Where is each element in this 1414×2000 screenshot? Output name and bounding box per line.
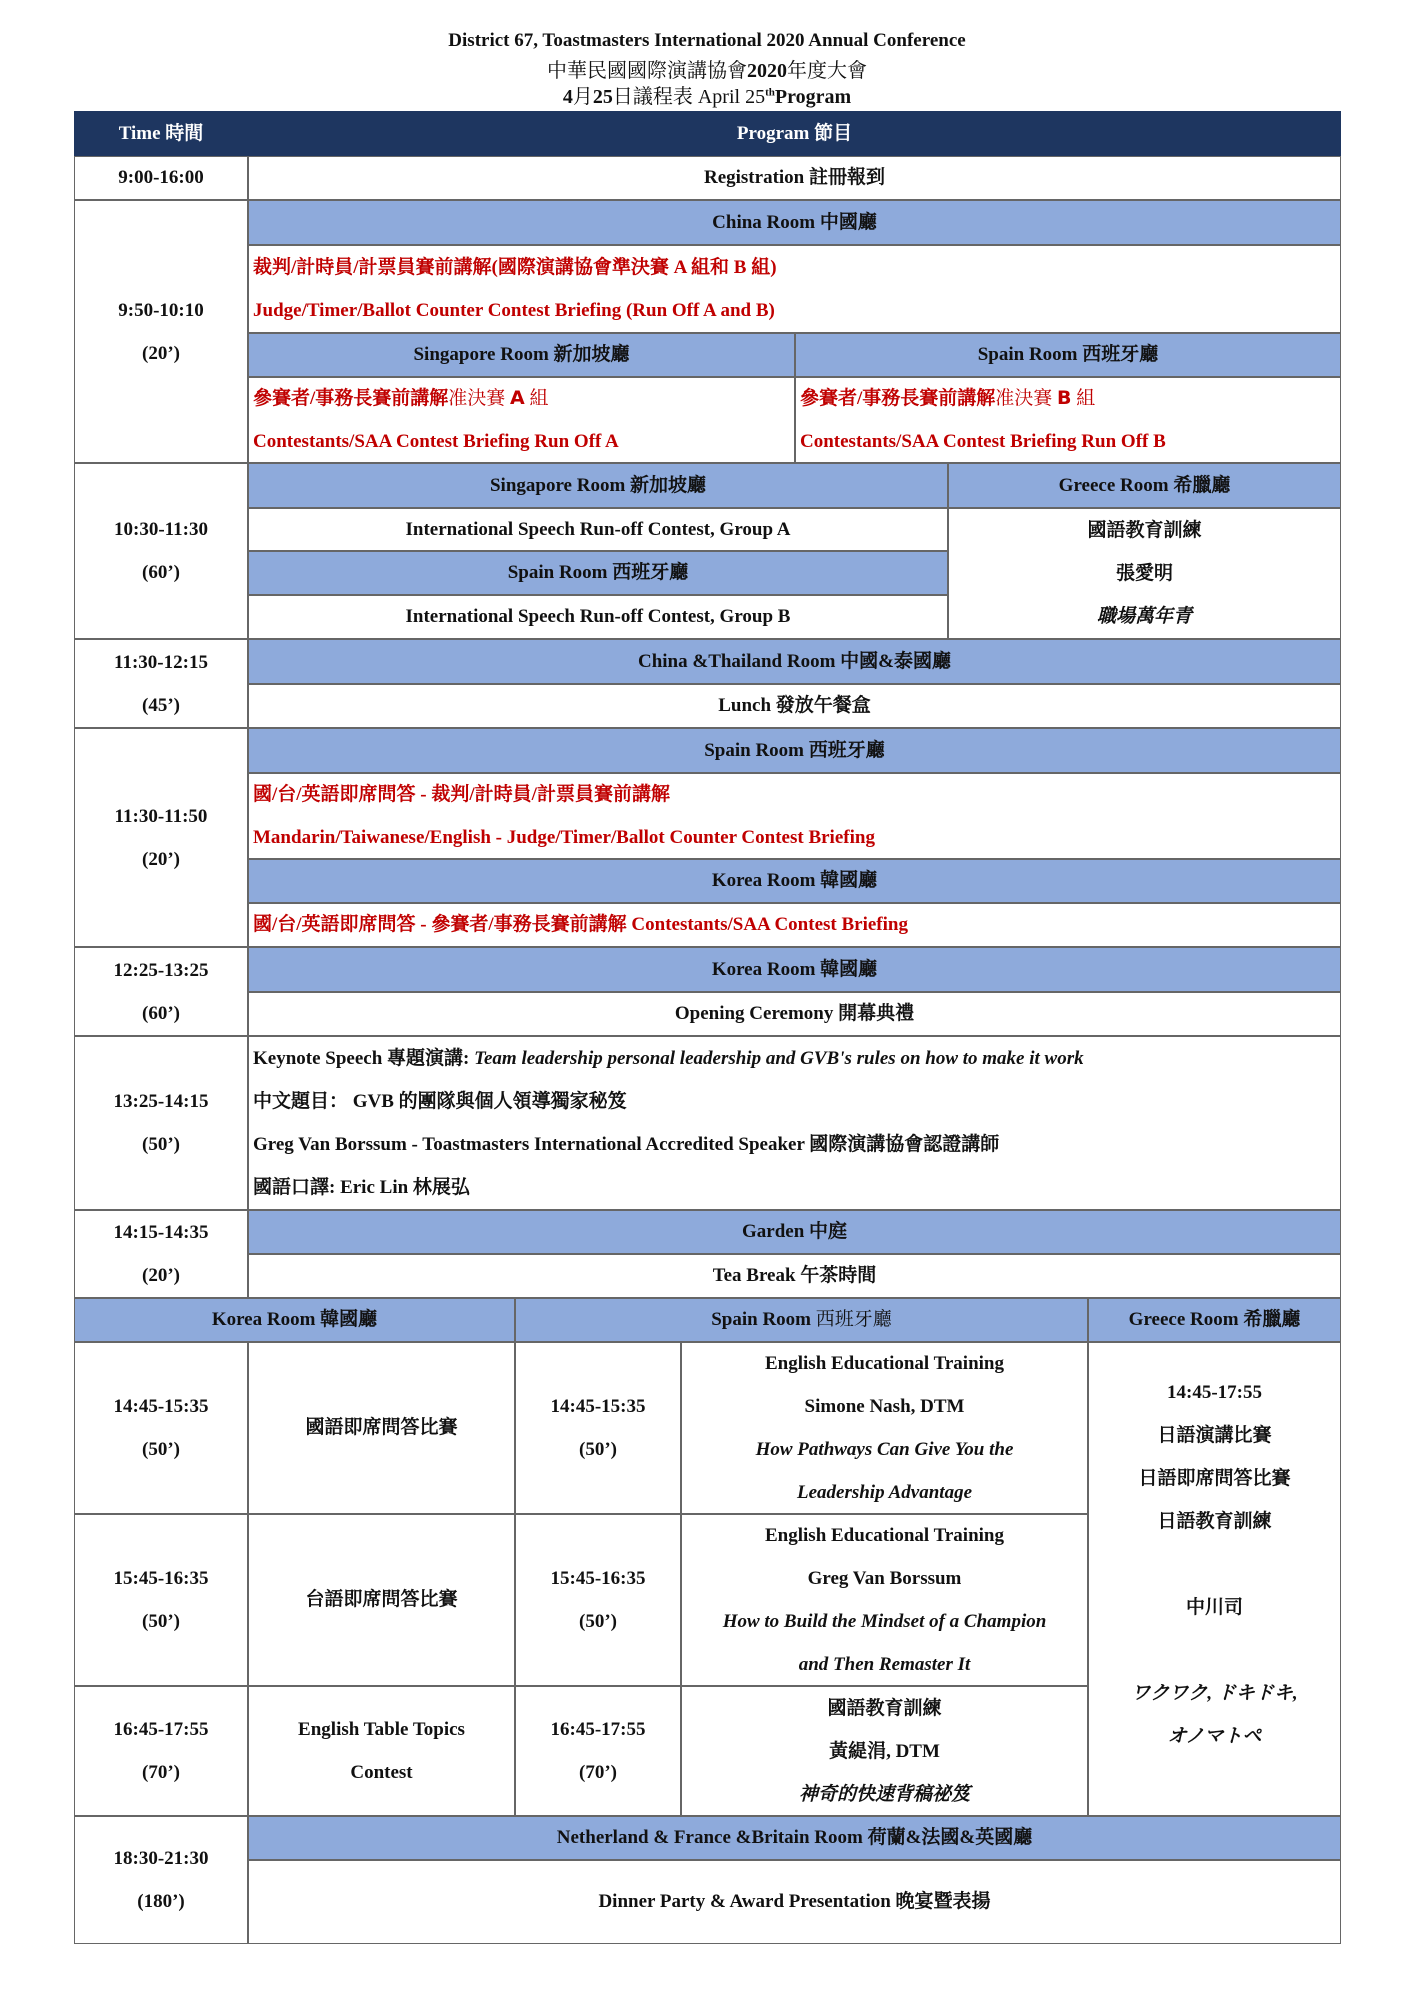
session3-spain-time: 16:45-17:55 [550, 1719, 646, 1740]
run-off-b-letter: B [1057, 387, 1072, 409]
keynote-title: Team leadership personal leadership and GVB's rules on how to make it work [474, 1048, 1084, 1069]
greece-japanese-table-topics: 日語即席問答比賽 [1138, 1468, 1291, 1489]
session2-spain-training [681, 1514, 1088, 1686]
briefing1-duration: (20’) [142, 342, 180, 364]
briefing1-zh: 裁判/計時員/計票員賽前講解(國際演講協會準決賽 A 組和 B 組) [253, 257, 777, 278]
greece-training-topic: 職場萬年青 [1096, 606, 1192, 627]
singapore-room-label: Singapore Room 新加坡廳 [248, 463, 948, 508]
keynote-label: Keynote Speech 專題演講: [253, 1048, 475, 1069]
session2-time: 15:45-16:35 [113, 1568, 209, 1589]
briefing1-en: Judge/Timer/Ballot Counter Contest Briefing (Run Off A and B) [253, 300, 775, 321]
date-month: 4 [562, 86, 573, 108]
tea-time: 14:15-14:35 [113, 1222, 209, 1243]
greece-japanese-speech-contest: 日語演講比賽 [1157, 1425, 1272, 1446]
opening-time-cell [74, 947, 248, 1036]
briefing2-time-cell [74, 728, 248, 947]
run-off-b-zh-group: 組 [1071, 388, 1096, 409]
session1-time: 14:45-15:35 [113, 1396, 209, 1417]
date-part: Program [774, 86, 852, 108]
session3-spain-duration: (70’) [579, 1762, 617, 1783]
keynote-title-line [253, 1037, 1084, 1080]
session2-spain-duration: (50’) [579, 1611, 617, 1632]
greece-training-title: 國語教育訓練 [1087, 520, 1202, 541]
session1-training-topic: How Pathways Can Give You the [755, 1439, 1014, 1460]
session1-spain-training [681, 1342, 1088, 1514]
program-date-title [0, 80, 1414, 109]
tea-text: Tea Break 午茶時間 [248, 1254, 1341, 1298]
keynote-speaker: Greg Van Borssum - Toastmasters International Accredited Speaker 國際演講協會認證講師 [253, 1134, 1000, 1155]
greece-speaker: 中川司 [1185, 1597, 1243, 1618]
spain-room-label: Spain Room 西班牙廳 [248, 551, 948, 595]
run-off-b-briefing [795, 377, 1341, 463]
briefing2-judges-zh: 國/台/英語即席問答 - 裁判/計時員/計票員賽前講解 [253, 784, 670, 805]
korea-room-label: Korea Room 韓國廳 [248, 859, 1341, 903]
briefing2-judges [248, 773, 1341, 859]
lunch-room-label: China &Thailand Room 中國&泰國廳 [248, 639, 1341, 684]
session3-training-topic: 神奇的快速背稿祕笈 [798, 1783, 970, 1805]
session2-training-title: English Educational Training [765, 1525, 1004, 1546]
conference-title-zh [0, 54, 1414, 83]
run-off-a-en: Contestants/SAA Contest Briefing Run Off A [253, 431, 619, 452]
greece-japanese-training: 日語教育訓練 [1157, 1511, 1272, 1532]
session3-training-speaker: 黃緹涓, DTM [829, 1740, 940, 1762]
run-off-a-zh-group: 組 [524, 388, 549, 409]
greece-topic-line1: ワクワク, ドキドキ, [1131, 1683, 1298, 1704]
briefing2-duration: (20’) [142, 848, 180, 870]
briefing1-description [248, 245, 1341, 333]
garden-room-label: Garden 中庭 [248, 1210, 1341, 1254]
greece-room-label: Greece Room 希臘廳 [948, 463, 1341, 508]
title-zh-part: 年度大會 [787, 60, 867, 82]
time-column-header: Time 時間 [74, 111, 248, 156]
spain-room-label: Spain Room 西班牙廳 [248, 728, 1341, 773]
korea-room-label: Korea Room 韓國廳 [248, 947, 1341, 992]
briefing1-time-cell [74, 200, 248, 463]
session3-spain-training [681, 1686, 1088, 1816]
session2-korea-event: 台語即席問答比賽 [248, 1514, 515, 1686]
session3-time: 16:45-17:55 [113, 1719, 209, 1740]
run-off-a-zh [253, 377, 549, 420]
session3-time-cell [74, 1686, 248, 1816]
date-part: 日議程表 April 25 [612, 86, 766, 108]
session1-spain-time-cell [515, 1342, 681, 1514]
run-off-b-zh [800, 377, 1095, 420]
greece-time: 14:45-17:55 [1167, 1382, 1262, 1403]
run-off-a-zh-title: 參賽者/事務長賽前講解 [253, 388, 449, 409]
briefing1-time: 9:50-10:10 [118, 299, 204, 321]
session1-training-topic-2: Leadership Advantage [796, 1482, 973, 1503]
registration-time: 9:00-16:00 [74, 156, 248, 200]
session1-spain-time: 14:45-15:35 [550, 1396, 646, 1417]
lunch-time-cell [74, 639, 248, 728]
runoff-time: 10:30-11:30 [114, 519, 208, 540]
session3-duration: (70’) [142, 1762, 180, 1783]
session2-spain-time: 15:45-16:35 [550, 1568, 646, 1589]
briefing2-judges-en: Mandarin/Taiwanese/English - Judge/Timer/Ballot Counter Contest Briefing [253, 827, 875, 848]
greece-room-label: Greece Room 希臘廳 [1088, 1298, 1341, 1342]
greece-japanese-events [1088, 1342, 1341, 1816]
date-suffix: th [765, 86, 775, 99]
keynote-time-cell [74, 1036, 248, 1210]
keynote-time: 13:25-14:15 [113, 1091, 209, 1112]
dinner-duration: (180’) [137, 1891, 185, 1912]
keynote-interpreter: 國語口譯: Eric Lin 林展弘 [253, 1177, 470, 1198]
run-off-b-zh-sub: 准決賽 [995, 388, 1058, 409]
korea-room-label: Korea Room 韓國廳 [74, 1298, 515, 1342]
spain-room-label: Spain Room 西班牙廳 [795, 333, 1341, 377]
runoff-time-cell [74, 463, 248, 639]
spain-room-zh: 西班牙廳 [815, 1309, 892, 1331]
title-year: 2020 [747, 60, 787, 82]
dinner-text: Dinner Party & Award Presentation 晚宴暨表揚 [248, 1860, 1341, 1944]
session2-spain-time-cell [515, 1514, 681, 1686]
run-off-b-zh-title: 參賽者/事務長賽前講解 [800, 388, 996, 409]
keynote-details [248, 1036, 1341, 1210]
session2-time-cell [74, 1514, 248, 1686]
run-off-a-zh-sub: 准決賽 [448, 388, 511, 409]
opening-duration: (60’) [142, 1002, 180, 1024]
session2-duration: (50’) [142, 1611, 180, 1632]
spain-room-label [515, 1298, 1088, 1342]
contest-group-b: International Speech Run-off Contest, Group B [248, 595, 948, 639]
date-part: 月 [572, 86, 593, 108]
run-off-a-briefing [248, 377, 795, 463]
run-off-b-en: Contestants/SAA Contest Briefing Run Off B [800, 431, 1166, 452]
dinner-time: 18:30-21:30 [113, 1848, 209, 1869]
title-zh-part: 中華民國國際演講協會 [547, 60, 747, 82]
runoff-duration: (60’) [142, 562, 180, 583]
session1-training-speaker: Simone Nash, DTM [804, 1396, 965, 1417]
briefing2-time: 11:30-11:50 [114, 805, 208, 827]
opening-time: 12:25-13:25 [113, 959, 209, 981]
spain-room-en: Spain Room [711, 1309, 816, 1331]
tea-duration: (20’) [142, 1265, 180, 1286]
session1-duration: (50’) [142, 1439, 180, 1460]
date-day: 25 [592, 86, 613, 108]
session1-training-title: English Educational Training [765, 1353, 1004, 1374]
session3-spain-time-cell [515, 1686, 681, 1816]
tea-time-cell [74, 1210, 248, 1298]
session2-training-topic-2: and Then Remaster It [798, 1654, 971, 1675]
session1-time-cell [74, 1342, 248, 1514]
china-room-label: China Room 中國廳 [248, 200, 1341, 245]
singapore-room-label: Singapore Room 新加坡廳 [248, 333, 795, 377]
opening-text: Opening Ceremony 開幕典禮 [248, 992, 1341, 1036]
session2-training-topic: How to Build the Mindset of a Champion [722, 1611, 1047, 1632]
dinner-room-label: Netherland & France &Britain Room 荷蘭&法國&英國廳 [248, 1816, 1341, 1860]
lunch-time: 11:30-12:15 [114, 651, 208, 673]
session3-korea-line1: English Table Topics [298, 1719, 465, 1740]
lunch-text: Lunch 發放午餐盒 [248, 684, 1341, 728]
greece-topic-line2: オノマトペ [1167, 1726, 1262, 1747]
contest-group-a: International Speech Run-off Contest, Group A [248, 508, 948, 551]
session3-korea-event [248, 1686, 515, 1816]
dinner-time-cell [74, 1816, 248, 1944]
session2-training-speaker: Greg Van Borssum [807, 1568, 962, 1589]
greece-training [948, 508, 1341, 639]
program-column-header: Program 節目 [248, 111, 1341, 156]
keynote-zh-title: 中文題目： GVB 的團隊與個人領導獨家秘笈 [253, 1091, 627, 1112]
session3-training-title: 國語教育訓練 [827, 1697, 942, 1719]
run-off-a-letter: A [510, 387, 525, 409]
briefing2-contestants: 國/台/英語即席問答 - 參賽者/事務長賽前講解 Contestants/SAA Contest Briefing [248, 903, 1341, 947]
greece-training-speaker: 張愛明 [1115, 563, 1173, 584]
session1-spain-duration: (50’) [579, 1439, 617, 1460]
keynote-duration: (50’) [142, 1134, 180, 1155]
session1-korea-event: 國語即席問答比賽 [248, 1342, 515, 1514]
conference-title: District 67, Toastmasters International 2020 Annual Conference [448, 30, 966, 51]
registration-text: Registration 註冊報到 [248, 156, 1341, 200]
lunch-duration: (45’) [142, 694, 180, 716]
session3-korea-line2: Contest [350, 1762, 413, 1783]
